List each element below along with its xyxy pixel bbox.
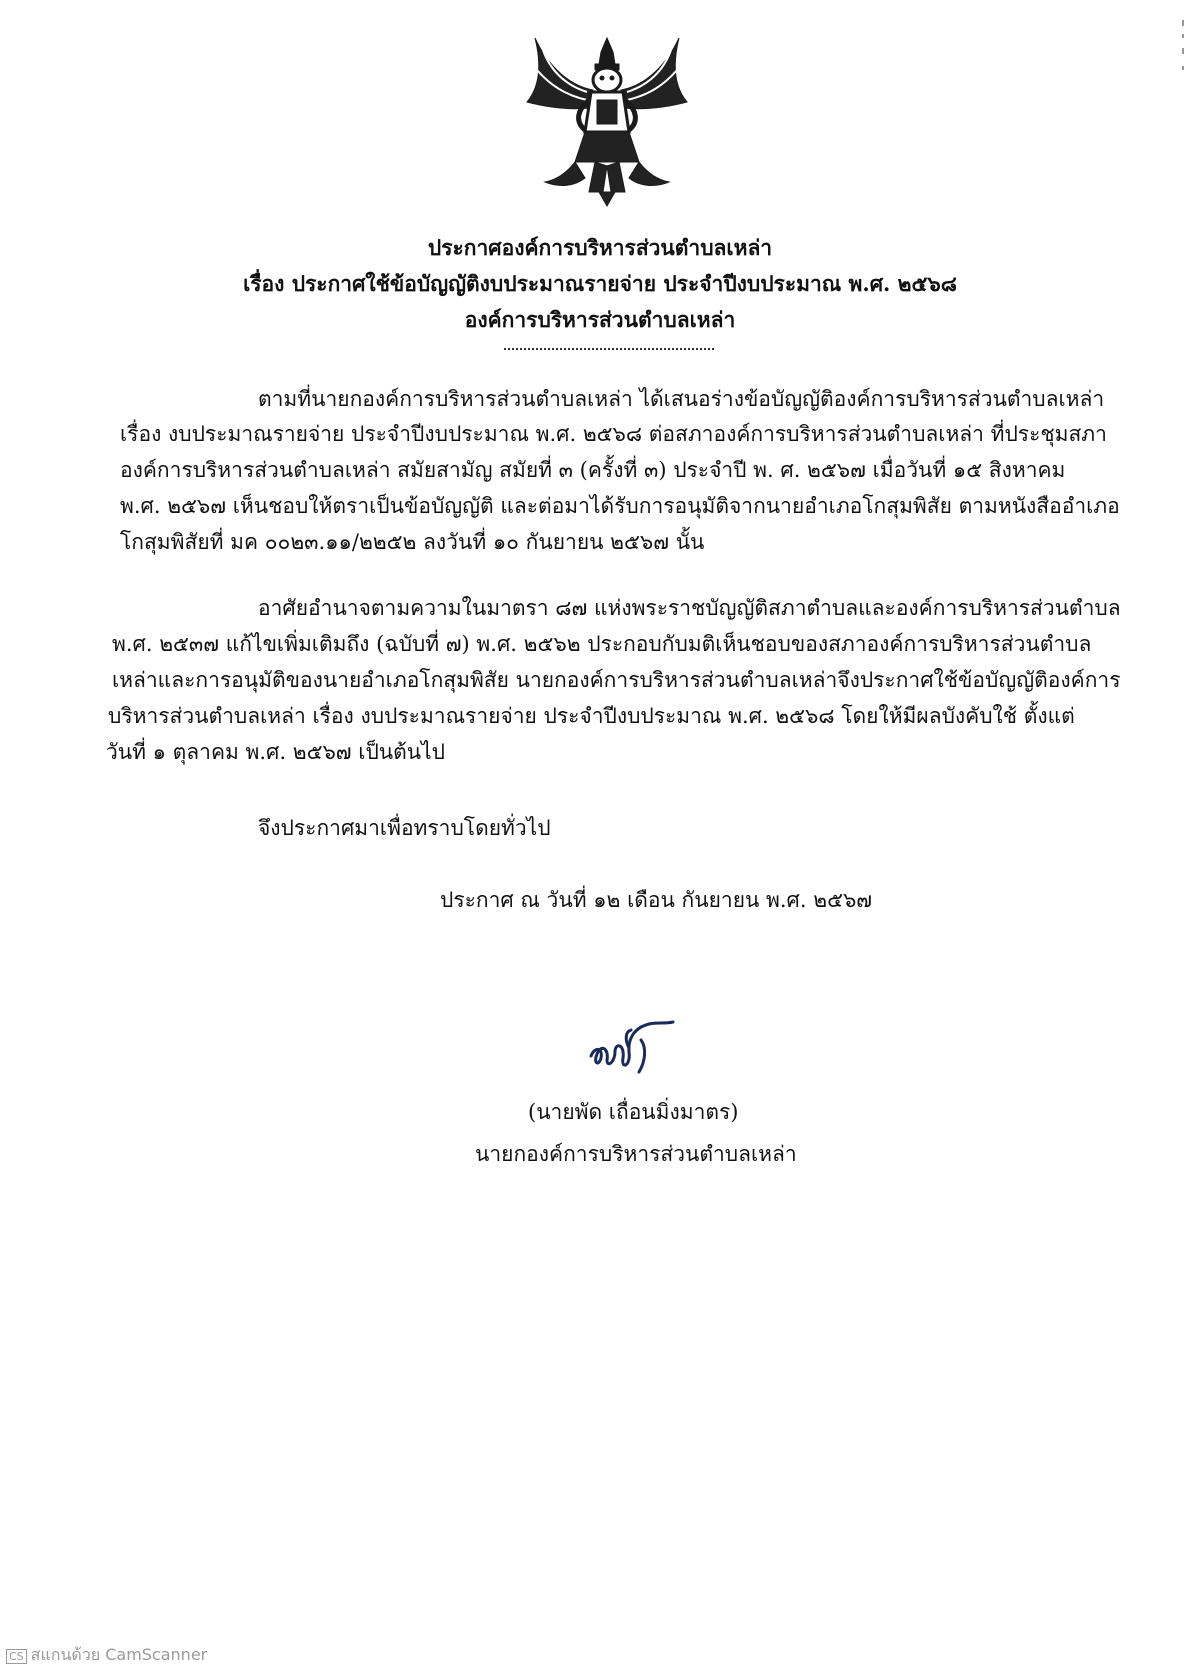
closing-statement: จึงประกาศมาเพื่อทราบโดยทั่วไป — [258, 816, 551, 840]
paragraph-2-line-2: พ.ศ. ๒๕๓๗ แก้ไขเพิ่มเติมถึง (ฉบับที่ ๗) พ.ศ. ๒๕๖๒ ประกอบกับมติเห็นชอบของสภาองค์การบริหารส่วนตำบล — [112, 632, 1092, 656]
signer-name: (นายพัด เถื่อนมิ่งมาตร) — [528, 1100, 739, 1124]
handwritten-signature — [585, 1018, 680, 1078]
scan-edge-mark — [1180, 20, 1186, 80]
paragraph-2-line-3: เหล่าและการอนุมัติของนายอำเภอโกสุมพิสัย นายกองค์การบริหารส่วนตำบลเหล่าจึงประกาศใช้ข้อบัญญัติองค์การ — [112, 668, 1121, 692]
paragraph-2-line-1: อาศัยอำนาจตามความในมาตรา ๘๗ แห่งพระราชบัญญัติสภาตำบลและองค์การบริหารส่วนตำบล — [258, 596, 1121, 620]
paragraph-1-line-3: องค์การบริหารส่วนตำบลเหล่า สมัยสามัญ สมัยที่ ๓ (ครั้งที่ ๓) ประจำปี พ. ศ. ๒๕๖๗ เมื่อวันที่ ๑๕ สิงหาคม — [120, 458, 1066, 482]
paragraph-2-line-4: บริหารส่วนตำบลเหล่า เรื่อง งบประมาณรายจ่าย ประจำปีงบประมาณ พ.ศ. ๒๕๖๘ โดยให้มีผลบังคับใช้ ตั้งแต่ — [108, 704, 1075, 728]
announcement-title: ประกาศองค์การบริหารส่วนตำบลเหล่า — [427, 235, 773, 260]
signer-position: นายกองค์การบริหารส่วนตำบลเหล่า — [475, 1142, 797, 1166]
camscanner-watermark — [6, 1643, 207, 1668]
garuda-emblem — [515, 30, 700, 210]
paragraph-1-line-5: โกสุมพิสัยที่ มค ๐๐๒๓.๑๑/๒๒๕๒ ลงวันที่ ๑๐ กันยายน ๒๕๖๗ นั้น — [120, 530, 705, 554]
camscanner-logo: CS — [6, 1649, 27, 1664]
paragraph-2-line-5: วันที่ ๑ ตุลาคม พ.ศ. ๒๕๖๗ เป็นต้นไป — [106, 740, 446, 764]
announcement-subject: เรื่อง ประกาศใช้ข้อบัญญัติงบประมาณรายจ่าย ประจำปีงบประมาณ พ.ศ. ๒๕๖๘ — [243, 271, 957, 296]
paragraph-1-line-1: ตามที่นายกองค์การบริหารส่วนตำบลเหล่า ได้เสนอร่างข้อบัญญัติองค์การบริหารส่วนตำบลเหล่า — [258, 387, 1105, 411]
paragraph-1-line-2: เรื่อง งบประมาณรายจ่าย ประจำปีงบประมาณ พ.ศ. ๒๕๖๘ ต่อสภาองค์การบริหารส่วนตำบลเหล่า ที่ประชุมสภา — [120, 422, 1107, 446]
separator-dots — [504, 340, 714, 350]
issuing-organization: องค์การบริหารส่วนตำบลเหล่า — [464, 307, 736, 332]
announcement-date: ประกาศ ณ วันที่ ๑๒ เดือน กันยายน พ.ศ. ๒๕๖๗ — [440, 888, 873, 912]
camscanner-text: สแกนด้วย CamScanner — [30, 1645, 208, 1664]
paragraph-1-line-4: พ.ศ. ๒๕๖๗ เห็นชอบให้ตราเป็นข้อบัญญัติ และต่อมาได้รับการอนุมัติจากนายอำเภอโกสุมพิสัย ตามหนังสืออำเภอ — [120, 494, 1120, 518]
